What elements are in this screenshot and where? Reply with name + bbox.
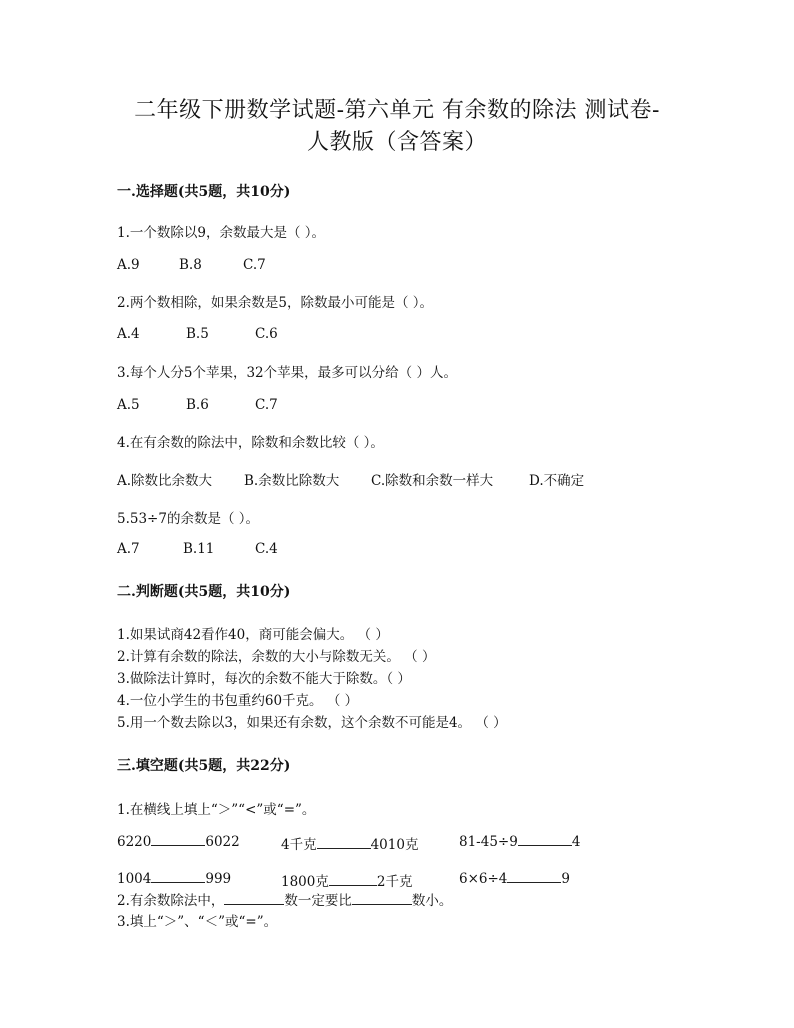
answer-blank[interactable] — [352, 892, 412, 905]
option: D.不确定 — [529, 473, 585, 489]
option: A.4 — [117, 326, 140, 342]
answer-blank[interactable] — [507, 870, 561, 883]
answer-blank[interactable] — [151, 833, 205, 846]
fill-question: 3.填上“＞”、“＜”或“=”。 — [117, 914, 278, 930]
option: C.除数和余数一样大 — [371, 473, 494, 489]
option: C.4 — [255, 541, 278, 557]
option: C.7 — [255, 397, 278, 413]
option: C.7 — [243, 257, 266, 273]
page-title-line-1: 二年级下册数学试题-第六单元 有余数的除法 测试卷- — [134, 98, 660, 123]
option: A.除数比余数大 — [117, 473, 213, 489]
question-text: 4.在有余数的除法中，除数和余数比较（ ）。 — [117, 435, 384, 451]
question-text: 1.一个数除以9，余数最大是（ ）。 — [117, 225, 326, 241]
fill-question: 2.有余数除法中， 数一定要比 数小。 — [117, 893, 453, 909]
answer-blank[interactable] — [329, 873, 377, 886]
judge-item: 4.一位小学生的书包重约60千克。 （ ） — [117, 693, 359, 709]
answer-blank[interactable] — [151, 870, 205, 883]
answer-blank[interactable] — [317, 836, 371, 849]
option: A.5 — [117, 397, 140, 413]
compare-item: 1800克 2千克 — [281, 874, 413, 890]
option: B.余数比除数大 — [244, 473, 340, 489]
answer-blank[interactable] — [518, 833, 572, 846]
option: B.5 — [186, 326, 209, 342]
option: A.9 — [117, 257, 140, 273]
compare-item: 6220 6022 — [117, 834, 240, 850]
answer-blank[interactable] — [224, 892, 284, 905]
judge-item: 5.用一个数去除以3，如果还有余数，这个余数不可能是4。 （ ） — [117, 715, 507, 731]
option: B.6 — [186, 397, 209, 413]
page-title-line-2: 人教版（含答案） — [306, 130, 487, 155]
judge-item: 3.做除法计算时，每次的余数不能大于除数。（ ） — [117, 671, 411, 687]
option: B.8 — [179, 257, 202, 273]
option: C.6 — [255, 326, 278, 342]
option: B.11 — [183, 541, 215, 557]
judge-item: 2.计算有余数的除法，余数的大小与除数无关。 （ ） — [117, 649, 436, 665]
compare-item: 1004 999 — [117, 871, 232, 887]
compare-item: 6×6÷4 9 — [459, 871, 570, 887]
judge-item: 1.如果试商42看作40，商可能会偏大。 （ ） — [117, 627, 389, 643]
option: A.7 — [117, 541, 140, 557]
question-text: 2.两个数相除，如果余数是5，除数最小可能是（ ）。 — [117, 295, 434, 311]
fill-question: 1.在横线上填上“＞”“<”或“=”。 — [117, 802, 316, 818]
section-heading-choice: 一.选择题(共5题，共10分) — [117, 184, 291, 200]
compare-item: 4千克 4010克 — [281, 837, 419, 853]
question-text: 3.每个人分5个苹果，32个苹果，最多可以分给（ ）人。 — [117, 365, 457, 381]
section-heading-judge: 二.判断题(共5题，共10分) — [117, 584, 291, 600]
compare-item: 81-45÷9 4 — [459, 834, 581, 850]
section-heading-fill: 三.填空题(共5题，共22分) — [117, 758, 291, 774]
question-text: 5.53÷7的余数是（ ）。 — [117, 511, 260, 527]
